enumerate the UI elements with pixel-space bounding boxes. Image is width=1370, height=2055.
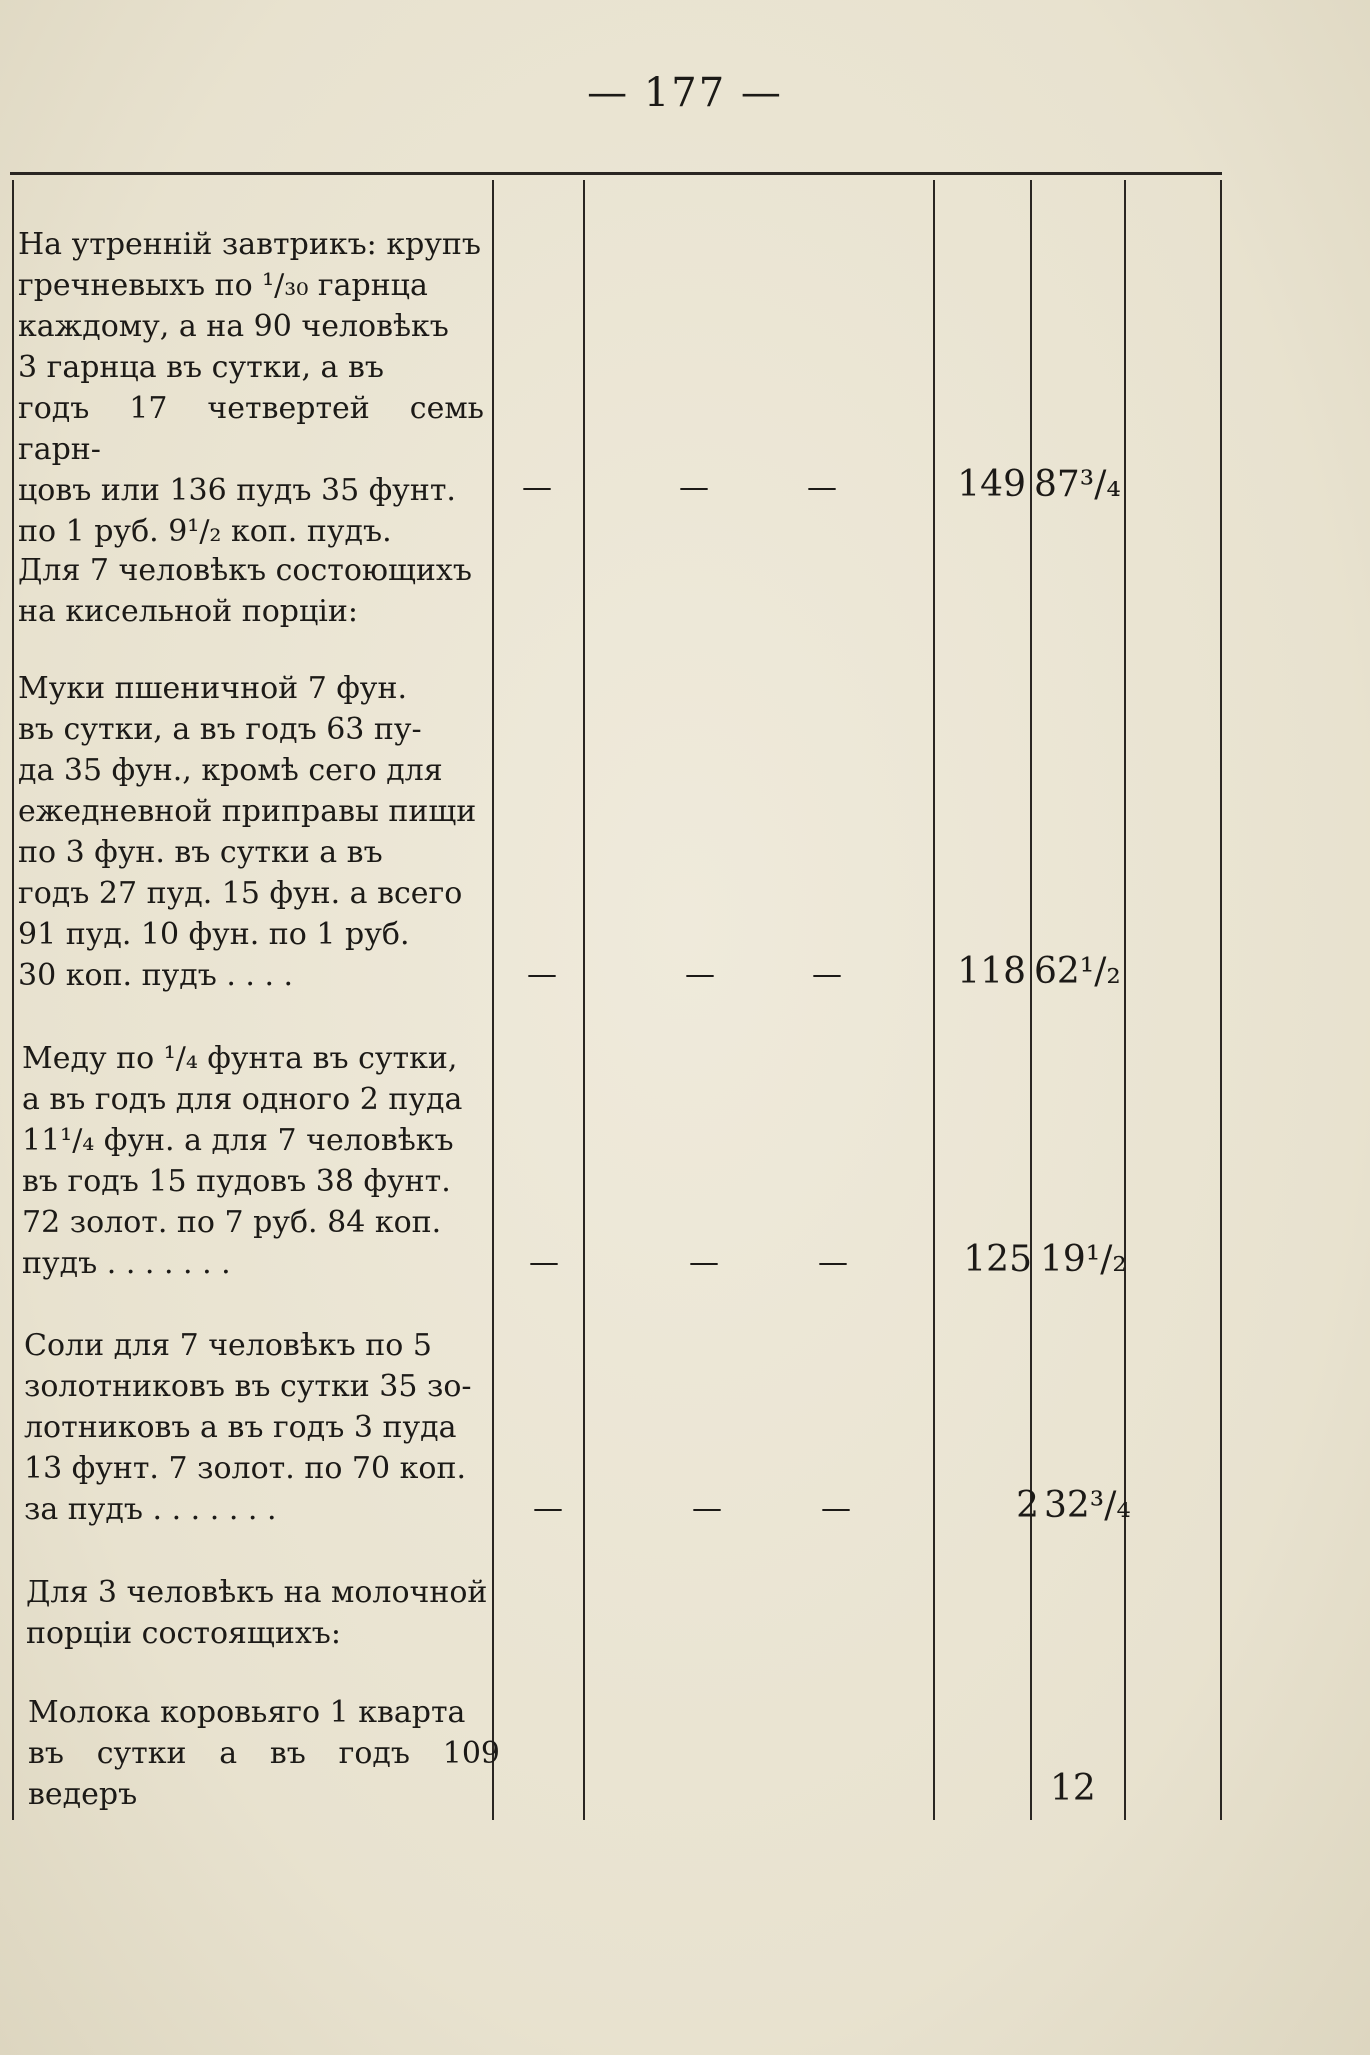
ledger-entry-text [28,1692,500,1815]
empty-cell-dash: — [527,957,557,992]
amount-kopecks: 19¹/₂ [1040,1239,1127,1280]
entry-line: На утренній завтрикъ: крупъ [18,227,482,262]
entry-line: въ сутки, а въ годъ 63 пу- [18,712,422,747]
entry-line: Муки пшеничной 7 фун. [18,671,407,706]
entry-line: въ годъ 15 пудовъ 38 фунт. [22,1164,451,1199]
entry-line: 30 коп. пудъ . . . . [18,958,294,993]
ledger-entry-text [22,1038,494,1284]
ledger-entry-text [18,668,490,996]
entry-line: въ сутки а въ годъ 109 ведеръ [28,1736,500,1812]
amount-rubles: 118 [957,951,1026,992]
empty-cell-dash: — [689,1245,719,1280]
column-rule-3 [933,180,935,1820]
entry-line: по 3 фун. въ сутки а въ [18,835,383,870]
entry-line: лотниковъ а въ годъ 3 пуда [24,1410,457,1445]
ledger-entry-text [18,224,484,552]
amount-rubles: 149 [957,464,1026,505]
entry-line: 3 гарнца въ сутки, а въ [18,350,384,385]
column-rule-2 [583,180,585,1820]
column-rule-5 [1124,180,1126,1820]
entry-line: порціи состоящихъ: [26,1616,341,1651]
empty-cell-dash: — [807,470,837,505]
entry-line: за пудъ . . . . . . . [24,1492,277,1527]
entry-line: Меду по ¹/₄ фунта въ сутки, [22,1041,458,1076]
entry-line: 11¹/₄ фун. а для 7 человѣкъ [22,1123,454,1158]
entry-line: по 1 руб. 9¹/₂ коп. пудъ. [18,514,392,549]
column-rule-right [1220,180,1222,1820]
amount-kopecks: 62¹/₂ [1034,951,1121,992]
amount-kopecks: 12 [1050,1768,1096,1809]
entry-line: годъ 17 четвертей семь гарн- [18,391,484,467]
entry-line: годъ 27 пуд. 15 фун. а всего [18,876,463,911]
entry-line: Для 3 человѣкъ на молочной [26,1575,488,1610]
empty-cell-dash: — [818,1245,848,1280]
amount-rubles: 2 [1016,1485,1039,1526]
entry-line: гречневыхъ по ¹/₃₀ гарнца [18,268,428,303]
empty-cell-dash: — [812,957,842,992]
empty-cell-dash: — [685,957,715,992]
empty-cell-dash: — [529,1245,559,1280]
ledger-entry-text [24,1325,496,1530]
entry-line: цовъ или 136 пудъ 35 фунт. [18,473,456,508]
empty-cell-dash: — [533,1491,563,1526]
entry-line: 91 пуд. 10 фун. по 1 руб. [18,917,410,952]
empty-cell-dash: — [821,1491,851,1526]
entry-line: а въ годъ для одного 2 пуда [22,1082,463,1117]
section-heading [18,550,484,632]
entry-line: 72 золот. по 7 руб. 84 коп. [22,1205,442,1240]
amount-rubles: 125 [963,1239,1032,1280]
entry-line: Соли для 7 человѣкъ по 5 [24,1328,432,1363]
entry-line: ежедневной приправы пищи [18,794,477,829]
entry-line: пудъ . . . . . . . [22,1246,231,1281]
page-number: — 177 — [587,70,783,116]
amount-kopecks: 87³/₄ [1034,464,1121,505]
entry-line: Для 7 человѣкъ состоющихъ [18,553,472,588]
column-rule-4 [1030,180,1032,1820]
entry-line: золотниковъ въ сутки 35 зо- [24,1369,472,1404]
amount-kopecks: 32³/₄ [1044,1485,1131,1526]
empty-cell-dash: — [692,1491,722,1526]
entry-line: да 35 фун., кромѣ сего для [18,753,443,788]
section-heading [26,1572,498,1654]
entry-line: на кисельной порціи: [18,594,358,629]
column-rule-left [12,180,14,1820]
empty-cell-dash: — [679,470,709,505]
entry-line: 13 фунт. 7 золот. по 70 коп. [24,1451,466,1486]
table-top-rule [10,172,1222,175]
entry-line: Молока коровьяго 1 кварта [28,1695,466,1730]
entry-line: каждому, а на 90 человѣкъ [18,309,449,344]
empty-cell-dash: — [522,470,552,505]
